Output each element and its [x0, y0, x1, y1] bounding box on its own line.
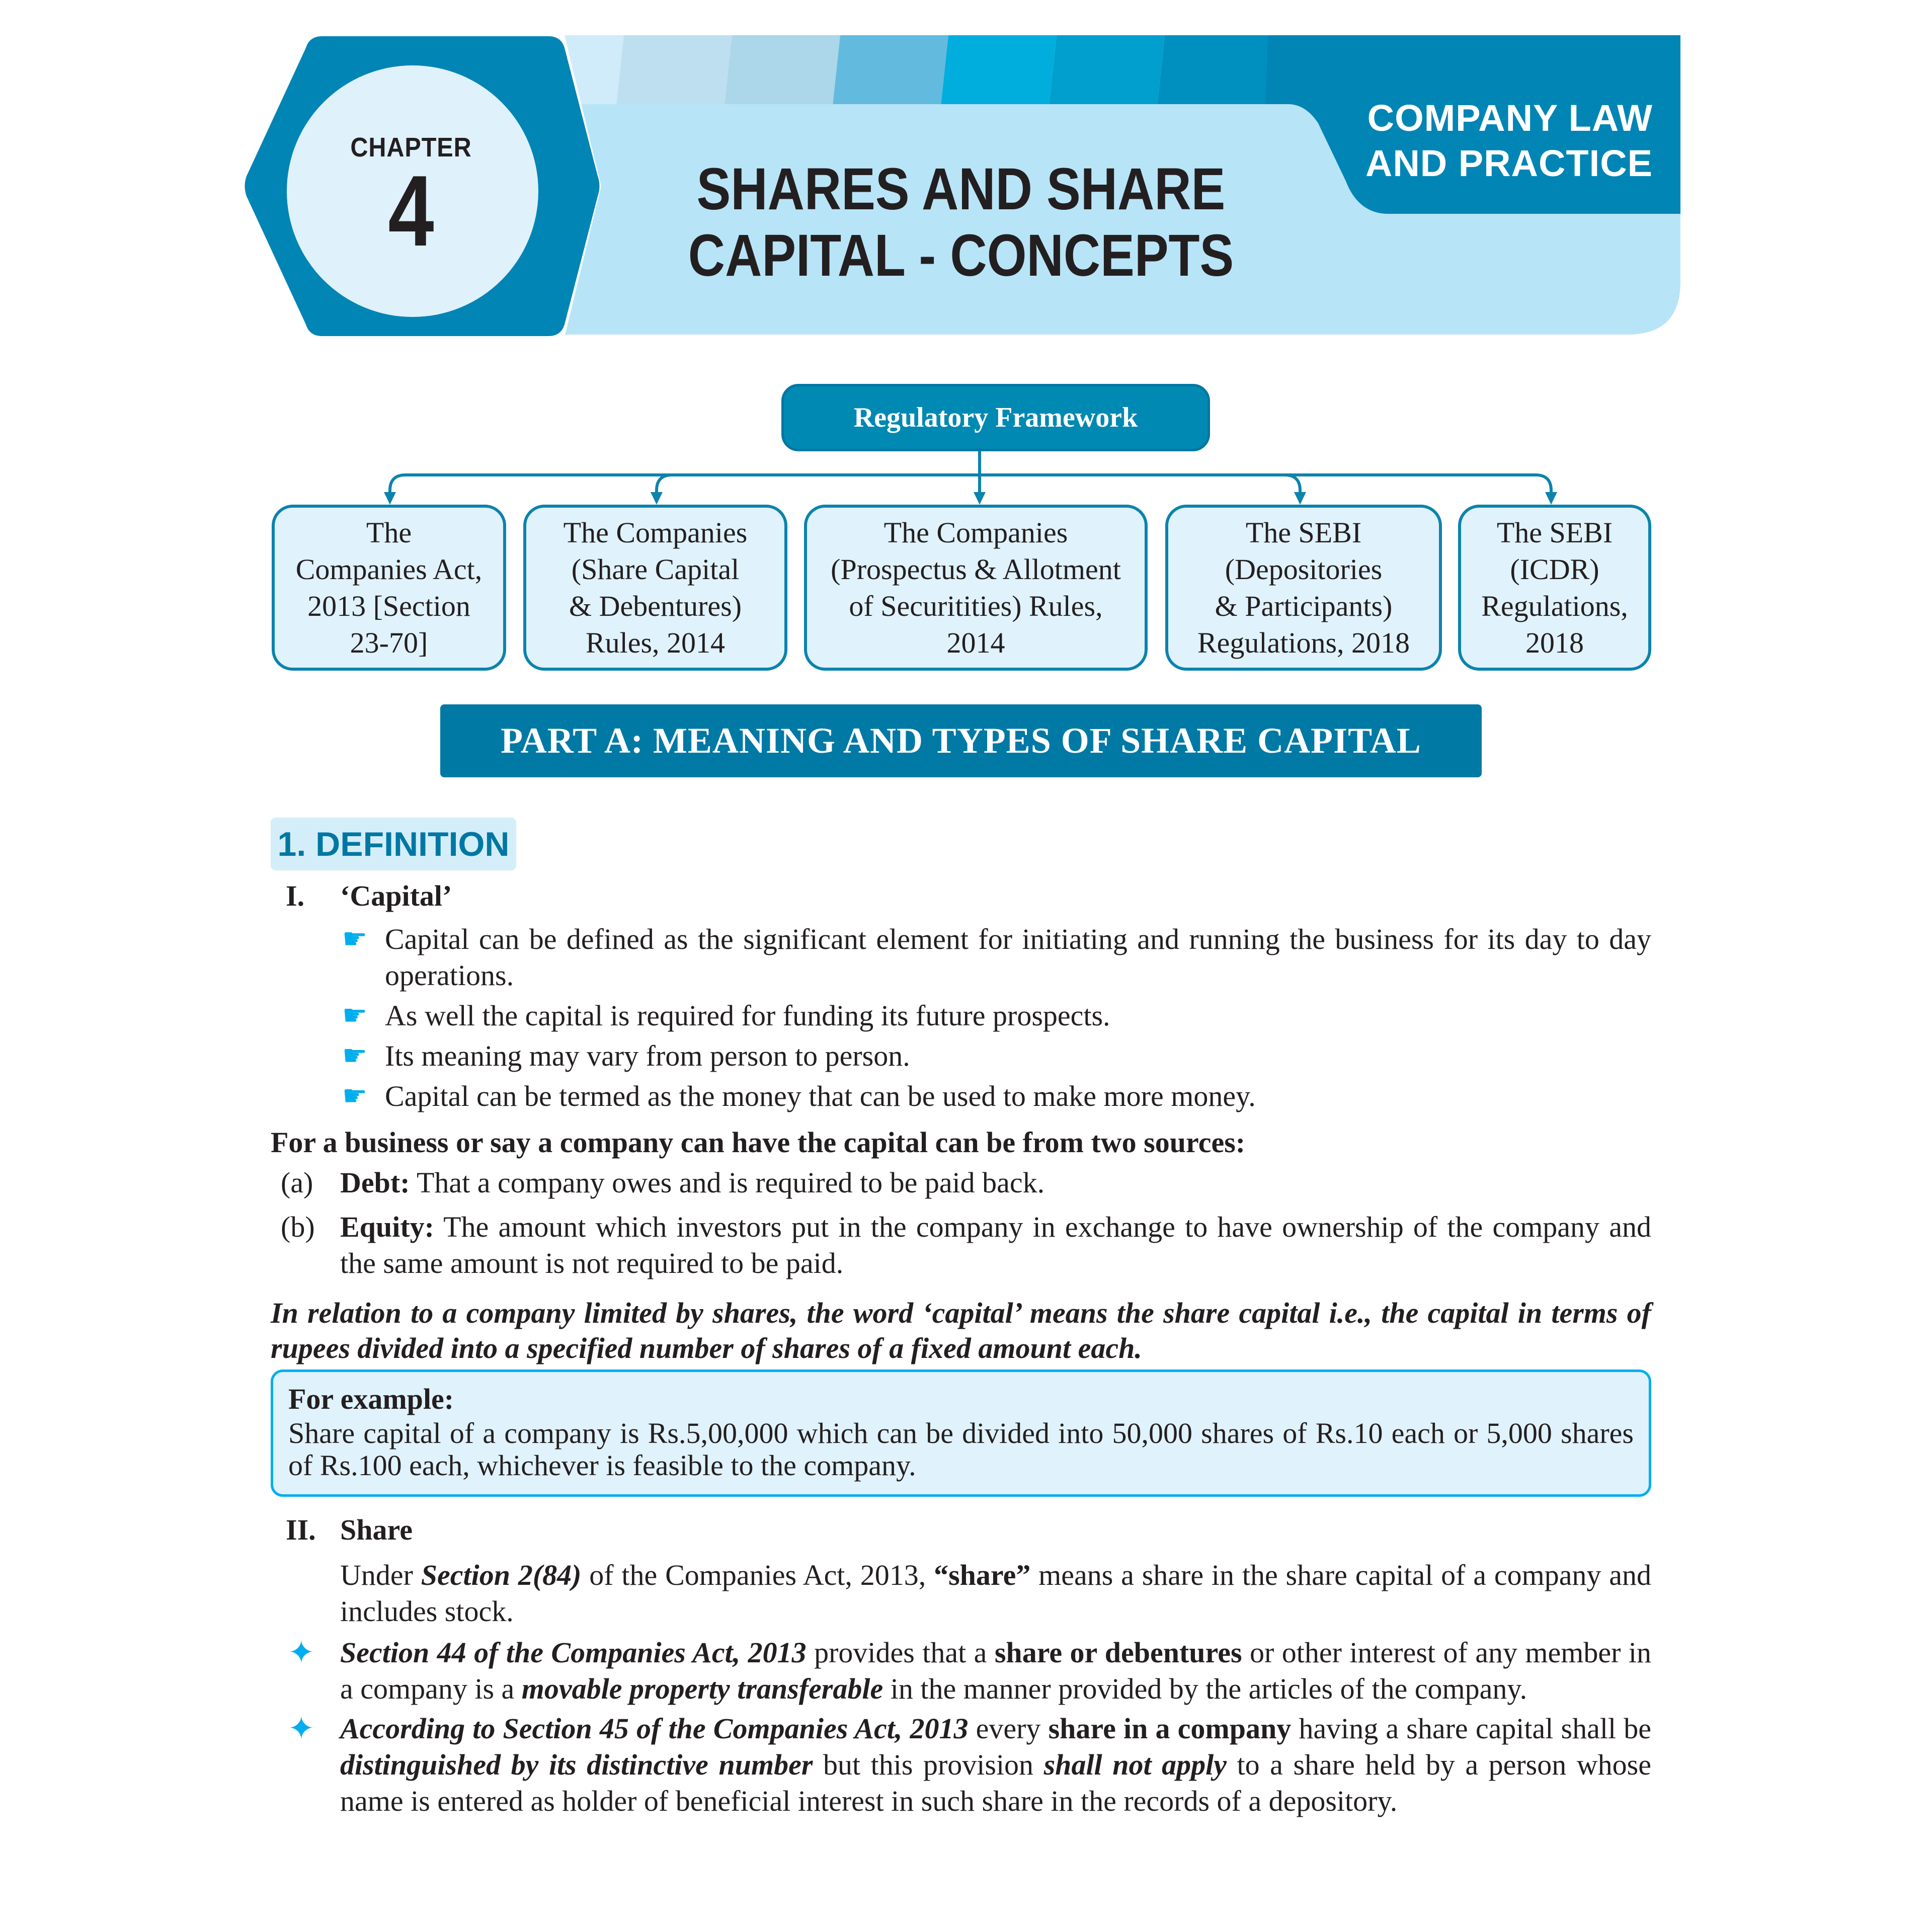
section-heading-definition: 1. DEFINITION — [271, 818, 516, 870]
text-run: movable property transferable — [521, 1672, 883, 1705]
chapter-title-line-1: SHARES AND SHARE — [696, 156, 1226, 222]
chapter-number: 4 — [388, 155, 434, 267]
box-line: 2014 — [946, 626, 1005, 659]
chapter-title — [675, 156, 1246, 289]
book-title — [1365, 96, 1653, 186]
box-line: & Debentures) — [569, 590, 742, 622]
hand-pointer-icon: ☛ — [342, 999, 368, 1032]
text-run: in the manner provided by the articles of the company. — [883, 1672, 1527, 1705]
regulatory-framework-root: Regulatory Framework — [781, 384, 1210, 451]
box-line: (Share Capital — [571, 553, 740, 586]
text-run: Section 44 of the Companies Act, 2013 — [340, 1636, 807, 1669]
part-a-banner: PART A: MEANING AND TYPES OF SHARE CAPITAL — [440, 704, 1482, 777]
source-text: The amount which investors put in the company in exchange to have ownership of the company and the same amount is not required to be paid. — [340, 1211, 1651, 1279]
source-text: That a company owes and is required to be paid back. — [410, 1166, 1045, 1199]
capital-sources-intro: For a business or say a company can have the capital can be from two sources: — [271, 1126, 1246, 1159]
framework-box-share-capital-rules — [523, 505, 787, 671]
box-line: of Securitities) Rules, — [849, 590, 1103, 622]
framework-box-companies-act — [272, 505, 506, 671]
source-marker-a: (a) — [281, 1166, 313, 1199]
text-run: According to Section 45 of the Companies Act, 2013 — [340, 1712, 969, 1745]
box-line: The SEBI — [1496, 516, 1613, 549]
hand-pointer-icon: ☛ — [342, 1039, 368, 1072]
text-run: share or debentures — [994, 1636, 1242, 1669]
hand-pointer-icon: ☛ — [342, 923, 368, 955]
hand-pointer-icon: ☛ — [342, 1080, 368, 1112]
box-line: The SEBI — [1245, 516, 1362, 549]
text-run: “share” — [934, 1559, 1031, 1591]
numeral-i: I. — [286, 879, 305, 912]
example-body: Share capital of a company is Rs.5,00,000 which can be divided into 50,000 shares of Rs.10 each or 5,000 shares of Rs.100 each, whichever is feasible to the company. — [288, 1417, 1634, 1482]
box-line: The — [366, 516, 412, 549]
chapter-label: CHAPTER — [350, 132, 472, 163]
arrowheads — [384, 492, 1557, 505]
box-line: Regulations, 2018 — [1197, 626, 1410, 659]
four-point-star-icon: ✦ — [288, 1634, 315, 1671]
book-title-line-2: AND PRACTICE — [1365, 142, 1653, 184]
text-run: provides that a — [806, 1636, 995, 1669]
capital-bullet-2: As well the capital is required for funding its future prospects. — [385, 999, 1110, 1032]
box-line: Regulations, — [1481, 590, 1628, 622]
example-box — [271, 1370, 1651, 1497]
box-line: (ICDR) — [1510, 553, 1599, 586]
box-line: 2018 — [1525, 626, 1584, 659]
box-line: The Companies — [883, 516, 1068, 549]
box-line: Companies Act, — [295, 553, 482, 586]
text-run: every — [968, 1712, 1049, 1745]
box-line: The Companies — [563, 516, 748, 549]
text-run: having a share capital shall be — [1291, 1712, 1651, 1745]
capital-bullet-4: Capital can be termed as the money that can be used to make more money. — [385, 1080, 1256, 1112]
text-run: distinguished by its distinctive number — [340, 1748, 813, 1781]
capital-bullet-3: Its meaning may vary from person to person. — [385, 1039, 910, 1072]
box-line: (Prospectus & Allotment — [831, 553, 1121, 586]
capital-bullet-1: Capital can be defined as the significant element for initiating and running the business for its day to day operations. — [385, 923, 1651, 992]
text-run: but this provision — [813, 1748, 1044, 1781]
numeral-ii: II. — [286, 1513, 316, 1546]
four-point-star-icon: ✦ — [288, 1710, 315, 1747]
text-run: means a share in the share capital of a company and includes stock. — [340, 1559, 1652, 1628]
box-line: Rules, 2014 — [585, 626, 726, 659]
source-term: Debt: — [340, 1166, 410, 1199]
company-capital-note: In relation to a company limited by shares, the word ‘capital’ means the share capital i.e., the capital in terms of rupees divided into a specified number of shares of a fixed amount each. — [271, 1297, 1651, 1364]
text-run: Section 2(84) — [421, 1559, 582, 1591]
text-run: or other interest of any member in a company is a — [340, 1636, 1651, 1705]
framework-box-sebi-icdr — [1458, 505, 1651, 671]
text-run: Under — [340, 1559, 421, 1591]
framework-box-prospectus-rules — [804, 505, 1148, 671]
subheading-capital: ‘Capital’ — [340, 879, 452, 912]
text-run: share in a company — [1048, 1712, 1292, 1745]
book-title-line-1: COMPANY LAW — [1367, 97, 1653, 139]
box-line: & Participants) — [1215, 590, 1393, 622]
box-line: (Depositories — [1225, 553, 1383, 586]
source-debt — [340, 1165, 1651, 1201]
share-point-section-44 — [340, 1635, 1651, 1707]
text-run: to a share held by a person whose name is entered as holder of beneficial interest in such share in the records of a depository. — [340, 1748, 1651, 1817]
source-term: Equity: — [340, 1211, 434, 1243]
share-definition-paragraph — [340, 1557, 1651, 1630]
share-point-section-45 — [340, 1711, 1651, 1819]
box-line: 2013 [Section — [307, 590, 470, 622]
text-run: of the Companies Act, 2013, — [581, 1559, 934, 1591]
box-line: 23-70] — [350, 626, 428, 659]
text-run: shall not apply — [1043, 1748, 1227, 1781]
example-label: For example: — [288, 1383, 454, 1415]
framework-connectors — [0, 448, 1932, 508]
subheading-share: Share — [340, 1513, 413, 1546]
source-equity — [340, 1209, 1651, 1281]
framework-box-sebi-depositories — [1165, 505, 1442, 671]
chapter-title-line-2: CAPITAL - CONCEPTS — [688, 222, 1234, 289]
source-marker-b: (b) — [281, 1211, 315, 1243]
